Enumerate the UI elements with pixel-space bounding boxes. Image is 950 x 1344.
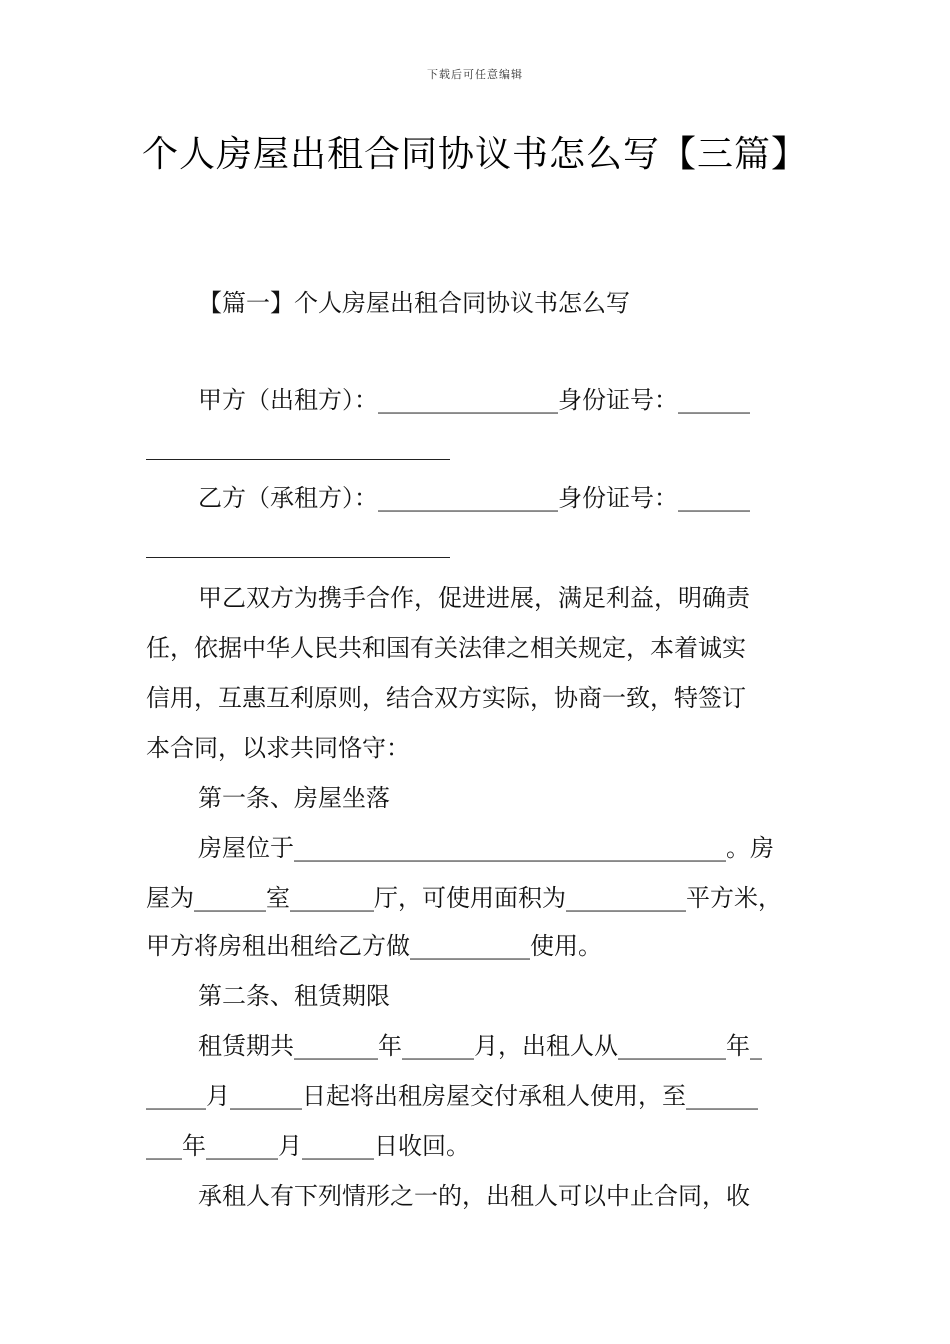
party-b-id-continuation-rule (146, 557, 450, 558)
paragraph-line: 屋为______室_______厅，可使用面积为__________平方米， (146, 884, 782, 912)
paragraph-line: 任，依据中华人民共和国有关法律之相关规定，本着诚实 (146, 634, 746, 662)
header-note: 下载后可任意编辑 (427, 68, 523, 81)
article-heading: 第一条、房屋坐落 (198, 784, 390, 812)
section-heading: 【篇一】个人房屋出租合同协议书怎么写 (198, 289, 630, 317)
paragraph-line: 租赁期共_______年______月，出租人从_________年_ (198, 1032, 762, 1060)
paragraph-line: 甲乙双方为携手合作，促进进展，满足利益，明确责 (198, 584, 750, 612)
paragraph-line: _____月______日起将出租房屋交付承租人使用，至______ (146, 1082, 758, 1110)
paragraph-line: 信用，互惠互利原则，结合双方实际，协商一致，特签订 (146, 684, 746, 712)
article-heading: 第二条、租赁期限 (198, 982, 390, 1010)
party-b-line: 乙方（承租方）：_______________身份证号：______ (198, 484, 750, 512)
paragraph-line: ___年______月______日收回。 (146, 1132, 470, 1160)
paragraph-line: 房屋位于____________________________________。房 (198, 834, 774, 862)
paragraph-line: 本合同，以求共同恪守： (146, 734, 410, 762)
party-a-line: 甲方（出租方）：_______________身份证号：______ (198, 386, 750, 414)
paragraph-line: 承租人有下列情形之一的，出租人可以中止合同，收 (198, 1182, 750, 1210)
document-title: 个人房屋出租合同协议书怎么写【三篇】 (141, 134, 808, 175)
party-a-id-continuation-rule (146, 459, 450, 460)
paragraph-line: 甲方将房租出租给乙方做__________使用。 (146, 932, 602, 960)
